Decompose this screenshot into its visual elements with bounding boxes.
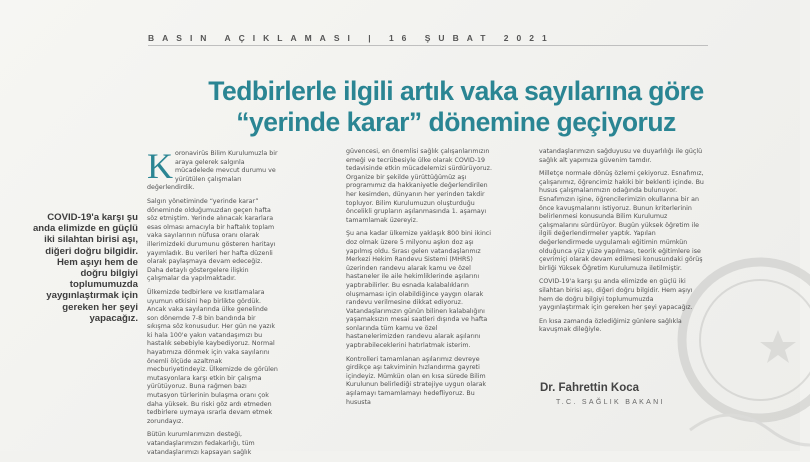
body-column-2: [346, 148, 496, 412]
headline-line-2: “yerinde karar” dönemine geçiyoruz: [236, 107, 676, 137]
paragraph: [147, 146, 279, 193]
body-column-1: [147, 146, 279, 462]
headline-line-1: Tedbirlerle ilgili artık vaka sayılarına göre: [208, 76, 704, 106]
paragraph: Milletçe normale dönüş özlemi çekiyoruz. Esnafımız, çalışanımız, öğrencimiz hakiki bir beklenti içinde. Bu husus çalışmalarımızın odağında bulunuyor. Esnafımızın işine, öğrencilerimizin okullarına bir an önce kavuşmalarını istiyoruz. Bunun kriterlerinin belirlenmesi konusunda Bilim Kurulumuz çalışmalarını sürdürüyor. Bugün yüksek öğretim ile ilgili değerlendirmeler yaptık. Yapılan değerlendirmede uygulamalı eğitimin mümkün olduğunca yüz yüze yapılması, teorik eğitimlere ise çevrimiçi olarak devam edilmesi konusundaki görüş birliği Yüksek Öğretim Kurulumuza iletilmiştir.: [539, 170, 704, 272]
drop-cap: K: [147, 146, 173, 186]
signature-title: T.C. SAĞLIK BAKANI: [556, 399, 665, 406]
paragraph: COVID-19'a karşı şu anda elimizde en güçlü iki silahtan birisi aşı, diğeri doğru bilgidir. Hem aşıyı hem de doğru bilgiyi toplumumuzda yaygınlaştırmak için gereken her şeyi yapacağız.: [539, 278, 693, 312]
paragraph: güvencesi, en önemlisi sağlık çalışanlarımızın emeği ve tecrübesiyle ülke olarak COVID-19 tedavisinde etkin mücadelemizi sürdürüyoruz. Organize bir şekilde yürüttüğümüz aşı programımız da hakkaniyetle değerlendirilen her kesimden, dünyanın her yerinden takdir topluyor. Bilim Kurulumuzun oluşturduğu öncelikli grupların aşılanmasında 1. aşamayı tamamlamak üzereyiz.: [346, 148, 492, 224]
paragraph: Kontrolleri tamamlanan aşılarımız devreye girdikçe aşı takviminin hızlandırma gayreti içindeyiz. Mümkün olan en kısa sürede Bilim Kurulunun belirlediği stratejiye uygun olarak aşılamayı tamamlamayı hedefliyoruz. Bu hususta: [346, 355, 487, 406]
paragraph: Şu ana kadar ülkemize yaklaşık 800 bini ikinci doz olmak üzere 5 milyonu aşkın doz aşı yapılmış oldu. Sırası gelen vatandaşlarımız Merkezi Hekim Randevu Sistemi (MHRS) üzerinden randevu alarak kamu ve özel hastaneler ile aile hekimliklerinde aşılarını yaptırabilirler. Bu esnada kalabalıkların oluşmaması için olabildiğince yaygın olarak randevu verilmesine dikkat ediyoruz. Vatandaşlarımızın günün bilinen kalabalığını yaşamaksızın mesai saatleri dışında ve hafta sonlarında tüm kamu ve özel hastanelerimizden randevu alarak aşılarını yaptırabileceklerini hatırlatmak isterim.: [346, 230, 492, 350]
headline: [146, 76, 766, 138]
paragraph-text: oronavirüs Bilim Kurulumuzla bir araya gelerek salgınla mücadelede mevcut durumu ve yürütülen çalışmaları değerlendirdik.: [147, 150, 278, 192]
paragraph: Ülkemizde tedbirlere ve kısıtlamalara uyumun etkisini hep birlikte gördük. Ancak vaka sayılarında ülke genelinde son dönemde 7-8 bin bandında bir sıkışma söz konusudur. Her gün ne yazık ki hala 100'e yakın vatandaşımızı bu hastalık sebebiyle kaybediyoruz. Normal hayatımıza dönmek için vaka sayılarını önemli ölçüde azaltmak mecburiyetindeyiz. Ülkemizde de görülen mutasyonlara karşı etkin bir çalışma yürütüyoruz. Buna rağmen bazı mutasyon türlerinin bulaşma oranı çok daha yüksek. Bu riski göz ardı etmeden tedbirlere uymaya ısrarla devam etmek zorundayız.: [147, 288, 278, 425]
paragraph: Bütün kurumlarımızın desteği, vatandaşlarımızın fedakarlığı, tüm vatandaşlarımızı kapsayan sağlık: [147, 431, 255, 456]
signature-name: Dr. Fahrettin Koca: [540, 382, 640, 394]
header-label: BASIN AÇIKLAMASI | 16 ŞUBAT 2021: [148, 33, 555, 43]
paragraph: Salgın yönetiminde “yerinde karar” döneminde olduğumuzdan geçen hafta söz etmiştim. Yerinde alınacak kararlara esas olması amacıyla bir haftalık toplam vaka sayılarının nüfusa oranı olarak illerimizdeki durumunu gösteren haritayı yayımladık. Bu verileri her hafta düzenli olarak paylaşmaya devam edeceğiz. Daha detaylı göstergelere ilişkin çalışmalar da yapılmaktadır.: [147, 197, 276, 283]
body-column-3: [539, 148, 704, 340]
press-release-header: [148, 31, 708, 45]
paragraph: En kısa zamanda özlediğimiz günlere sağlıkla kavuşmak dileğiyle.: [539, 317, 682, 334]
paragraph: vatandaşlarımızın sağduyusu ve duyarlılığı ile güçlü sağlık alt yapımıza güvenim tamdır.: [539, 148, 703, 164]
pull-quote: COVID-19'a karşı şu anda elimizde en güçlü iki silahtan birisi aşı, diğeri doğru bilgidir. Hem aşıyı hem de doğru bilgiyi toplumumuzda yaygınlaştırmak için gereken her şeyi yapacağız.: [32, 212, 138, 324]
header-rule: [148, 45, 708, 46]
